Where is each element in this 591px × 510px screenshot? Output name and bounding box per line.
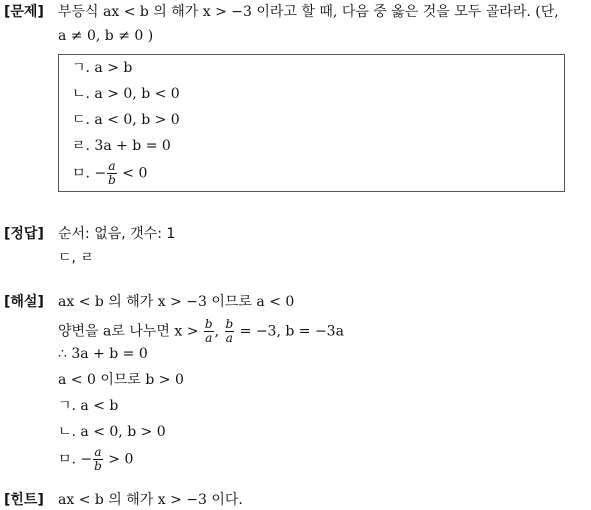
solution-line7: [58, 446, 133, 473]
answer-value: ㄷ, ㄹ: [58, 250, 94, 266]
problem-text-line2: a ≠ 0, b ≠ 0 ): [58, 28, 154, 44]
fraction-denominator: a: [225, 331, 233, 345]
hint-tag: [힌트]: [4, 492, 44, 508]
choice-1: ㄱ. a > b: [72, 60, 133, 76]
solution-tag: [해설]: [4, 294, 44, 310]
problem-tag: [문제]: [4, 4, 44, 20]
solution-fraction-3: [93, 446, 103, 473]
choice-3: ㄷ. a < 0, b > 0: [72, 112, 180, 128]
choice-4: ㄹ. 3a + b = 0: [72, 138, 171, 154]
solution-line2-sep: ,: [214, 323, 220, 340]
fraction-denominator: a: [205, 331, 213, 345]
solution-line2-suffix: = −3, b = −3a: [239, 323, 344, 340]
fraction-numerator: b: [225, 317, 234, 331]
solution-line3: ∴ 3a + b = 0: [58, 346, 148, 362]
fraction-numerator: a: [108, 159, 116, 173]
solution-line1: ax < b 의 해가 x > −3 이므로 a < 0: [58, 294, 295, 310]
solution-line4: a < 0 이므로 b > 0: [58, 372, 184, 388]
choice-5: [72, 160, 147, 187]
choice-2: ㄴ. a > 0, b < 0: [72, 86, 180, 102]
solution-fraction-2: [225, 318, 235, 345]
choice-5-suffix: < 0: [122, 165, 148, 182]
choice-5-prefix: ㅁ. −: [72, 165, 107, 182]
solution-line7-prefix: ㅁ. −: [58, 451, 93, 468]
answer-tag: [정답]: [4, 226, 44, 242]
fraction-numerator: a: [94, 445, 102, 459]
solution-line6: ㄴ. a < 0, b > 0: [58, 424, 166, 440]
problem-text-line1: 부등식 ax < b 의 해가 x > −3 이라고 할 때, 다음 중 옳은 것을 모두 골라라. (단,: [58, 4, 559, 20]
choice-5-fraction: [107, 160, 117, 187]
fraction-denominator: b: [108, 173, 116, 187]
hint-line1: ax < b 의 해가 x > −3 이다.: [58, 492, 243, 508]
solution-line5: ㄱ. a < b: [58, 398, 119, 414]
fraction-denominator: b: [94, 459, 102, 473]
fraction-numerator: b: [204, 317, 213, 331]
solution-line2-prefix: 양변을 a로 나누면 x >: [58, 323, 199, 340]
solution-line7-suffix: > 0: [108, 451, 134, 468]
solution-fraction-1: [204, 318, 214, 345]
answer-order-count: 순서: 없음, 갯수: 1: [58, 226, 176, 242]
solution-line2: [58, 318, 344, 345]
